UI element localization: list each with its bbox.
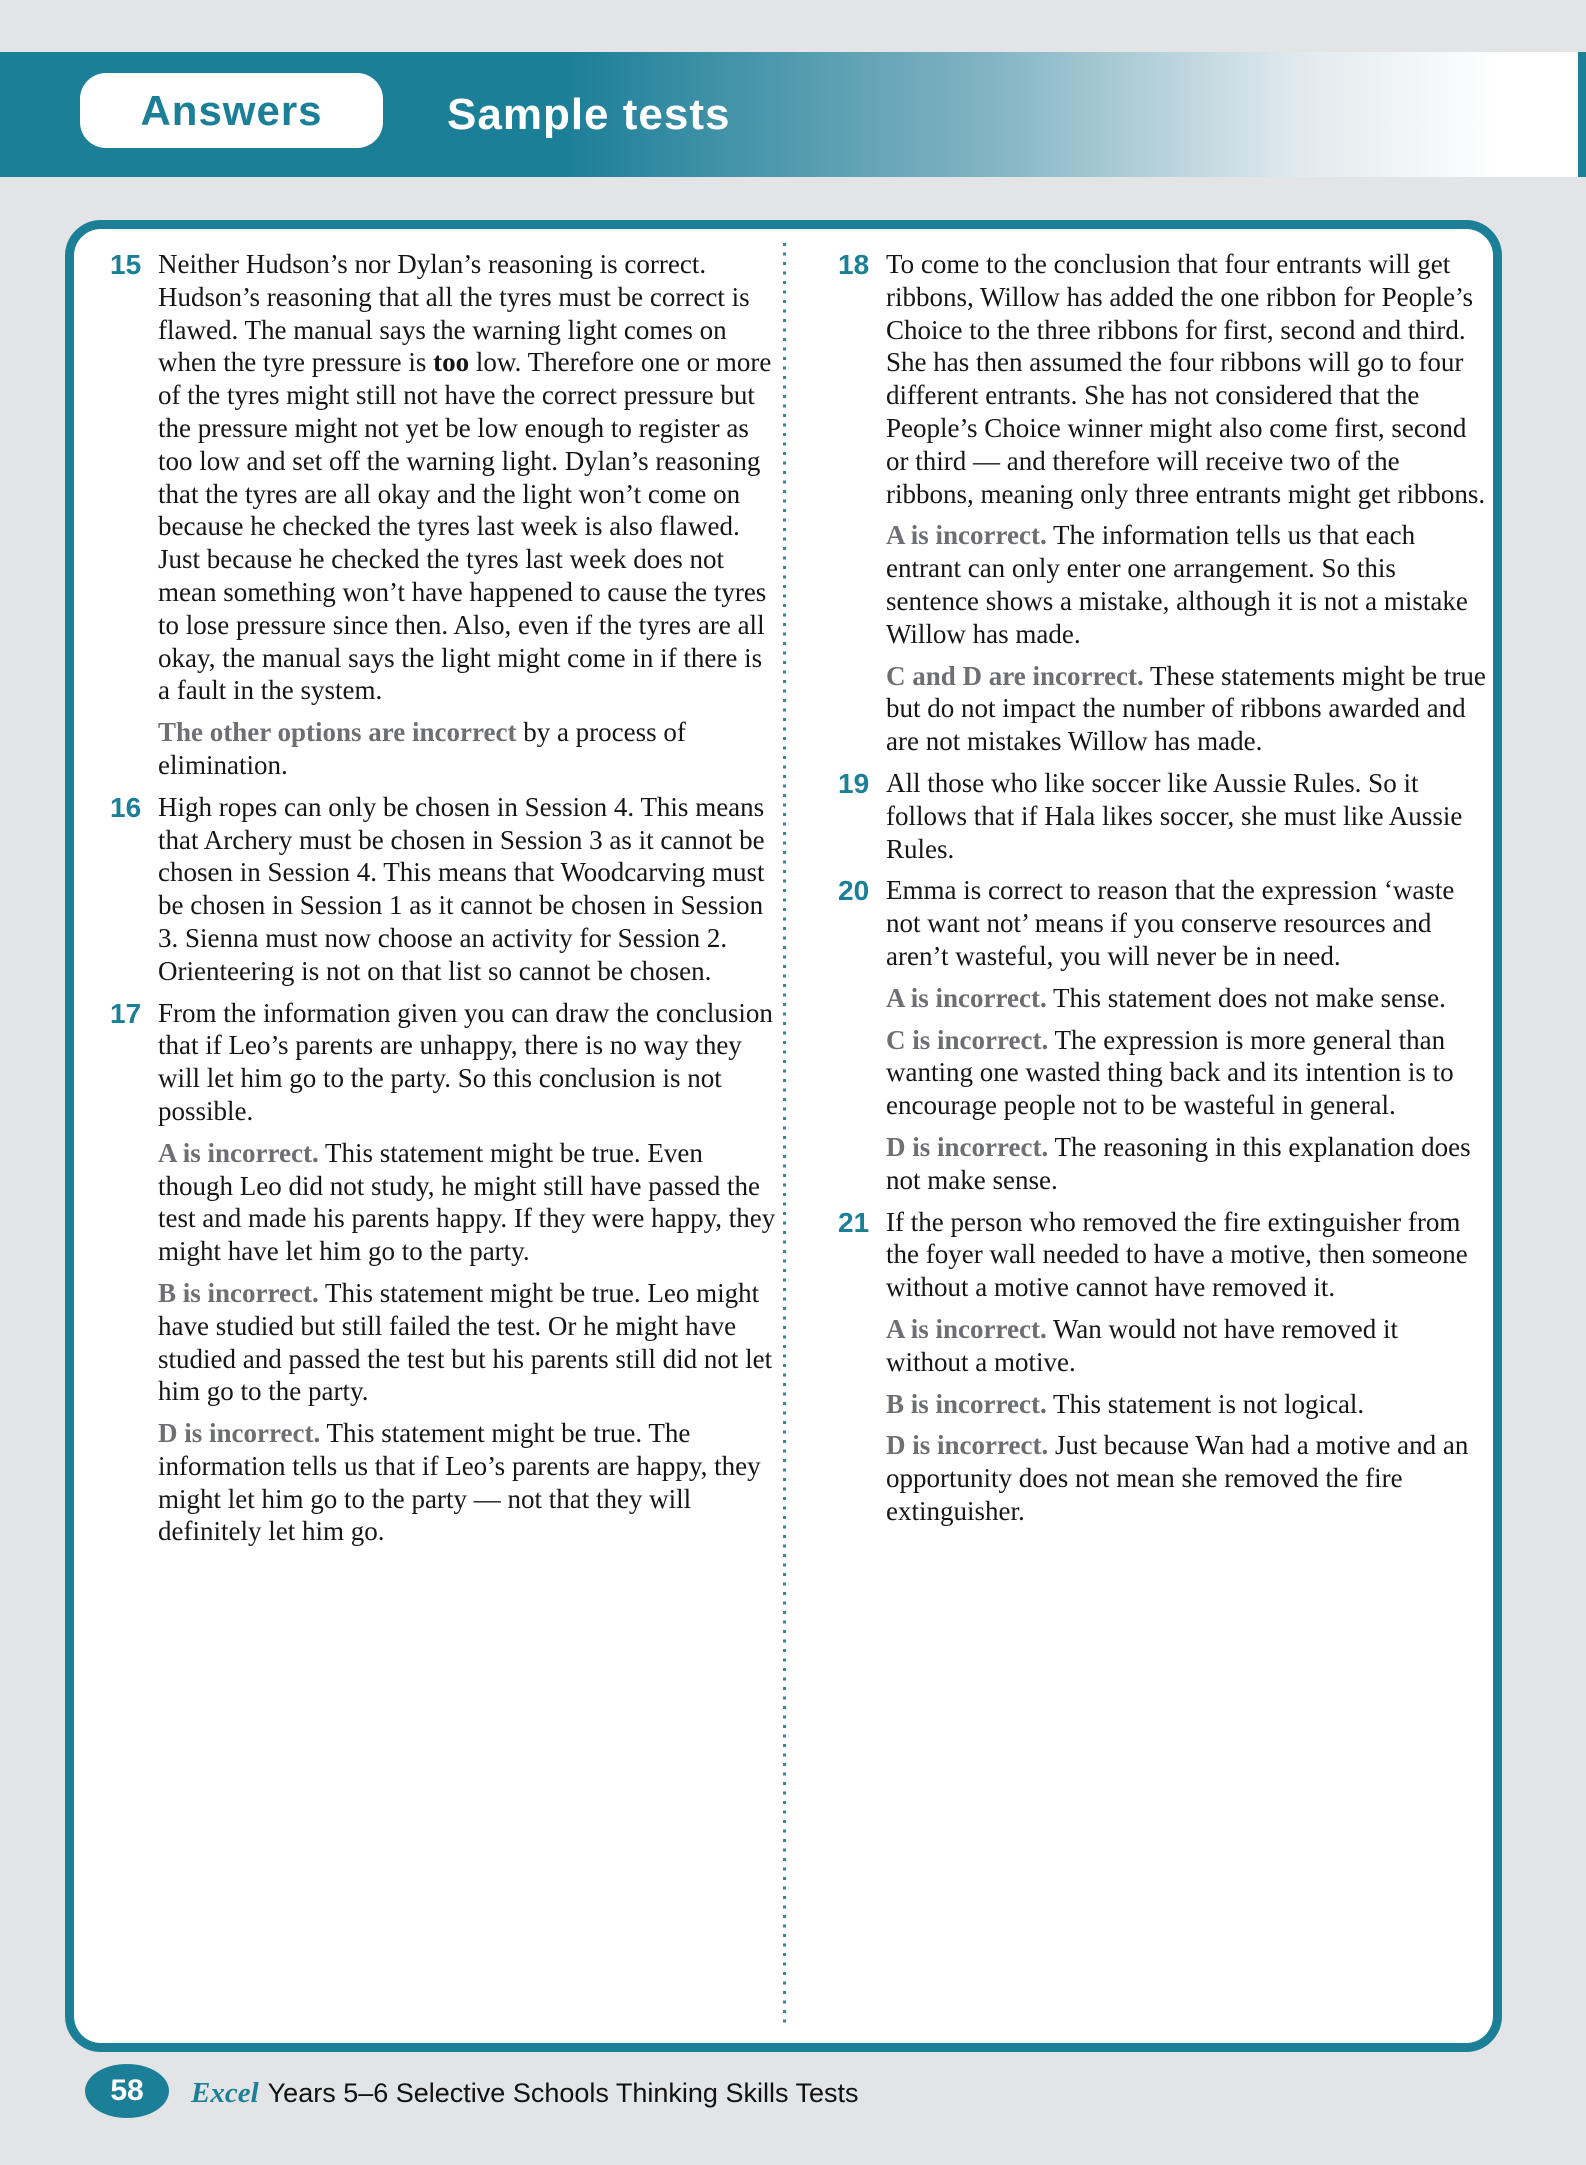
answers-badge-label: Answers: [140, 86, 323, 134]
footer: [191, 2077, 858, 2110]
answer-number: 18: [838, 249, 870, 280]
answer-number: 17: [110, 997, 142, 1029]
answer-paragraph: A is incorrect. This statement does not make sense.: [886, 982, 1446, 1013]
answer-paragraph: The other options are incorrect by a process of elimination.: [158, 717, 686, 780]
answer-paragraph: C and D are incorrect. These statements might be true but do not impact the number of ribbons awarded and are not mistakes Willow has made.: [886, 660, 1486, 757]
answer-paragraph: Emma is correct to reason that the expression ‘waste not want not’ means if you conserve resources and aren’t wasteful, you will never be in need.: [886, 875, 1455, 971]
answer-text: [886, 874, 1486, 1196]
answer-paragraph: A is incorrect. The information tells us that each entrant can only enter one arrangement. So this sentence shows a mistake, although it is not a mistake Willow has made.: [886, 520, 1468, 649]
footer-brand: Excel: [191, 2077, 259, 2109]
answer-paragraph: A is incorrect. Wan would not have removed it without a motive.: [886, 1313, 1398, 1377]
answer-number: 16: [110, 791, 142, 823]
answer-text: [158, 791, 778, 988]
answer-item: [838, 767, 1486, 865]
page-number-badge: 58: [85, 2064, 169, 2118]
answer-item: [110, 997, 778, 1549]
answer-item: [838, 248, 1486, 758]
answer-text: [158, 248, 778, 782]
answer-paragraph: B is incorrect. This statement might be true. Leo might have studied but still failed the test. Or he might have studied and passed the test but his parents still did not let him go to the party.: [158, 1277, 773, 1407]
answer-paragraph: All those who like soccer like Aussie Rules. So it follows that if Hala likes soccer, she must like Aussie Rules.: [886, 767, 1463, 864]
answer-number: 19: [838, 767, 870, 799]
column-left: [110, 248, 778, 1557]
answer-text: [886, 1206, 1486, 1528]
answer-paragraph: To come to the conclusion that four entrants will get ribbons, Willow has added the one ribbon for People’s Choice to the three ribbons for first, second and third. She has then assumed the four ribbons will go to four different entrants. She has not considered that the People’s Choice winner might also come first, second or third — and therefore will receive two of the ribbons, meaning only three entrants might get ribbons.: [886, 249, 1486, 509]
answer-number: 15: [110, 249, 142, 280]
answer-paragraph: D is incorrect. This statement might be true. The information tells us that if Leo’s parents are happy, they might let him go to the party — not that they will definitely let him go.: [158, 1418, 761, 1547]
answer-text: [886, 767, 1486, 865]
answer-item: [110, 248, 778, 782]
answer-paragraph: A is incorrect. This statement might be true. Even though Leo did not study, he might still have passed the test and made his parents happy. If they were happy, they might have let him go to the party.: [158, 1137, 776, 1267]
column-right: [838, 248, 1486, 1537]
answer-item: [838, 874, 1486, 1196]
answer-paragraph: Neither Hudson’s nor Dylan’s reasoning is correct. Hudson’s reasoning that all the tyres must be correct is flawed. The manual says the warning light comes on when the tyre pressure is too low. Therefore one or more of the tyres might still not have the correct pressure but the pressure might not yet be low enough to register as too low and set off the warning light. Dylan’s reasoning that the tyres are all okay and the light won’t come on because he checked the tyres last week is also flawed. Just because he checked the tyres last week does not mean something won’t have happened to cause the tyres to lose pressure since then. Also, even if the tyres are all okay, the manual says the light might come in if there is a fault in the system.: [158, 249, 772, 706]
answer-number: 21: [838, 1206, 870, 1238]
answer-paragraph: High ropes can only be chosen in Session 4. This means that Archery must be chosen in Session 3 as it cannot be chosen in Session 4. This means that Woodcarving must be chosen in Session 1 as it cannot be chosen in Session 3. Sienna must now choose an activity for Session 2. Orienteering is not on that list so cannot be chosen.: [158, 791, 765, 986]
answer-paragraph: C is incorrect. The expression is more general than wanting one wasted thing back and its intention is to encourage people not to be wasteful in general.: [886, 1024, 1454, 1121]
answer-paragraph: D is incorrect. The reasoning in this explanation does not make sense.: [886, 1131, 1471, 1195]
answer-paragraph: From the information given you can draw the conclusion that if Leo’s parents are unhappy, there is no way they will let him go to the party. So this conclusion is not possible.: [158, 997, 773, 1126]
answer-text: [886, 248, 1486, 758]
answer-paragraph: If the person who removed the fire extinguisher from the foyer wall needed to have a motive, then someone without a motive cannot have removed it.: [886, 1206, 1468, 1303]
page-title: Sample tests: [447, 89, 731, 139]
footer-series-title: Years 5–6 Selective Schools Thinking Skills Tests: [267, 2078, 859, 2108]
column-divider: [783, 243, 786, 2029]
answers-badge: [80, 73, 383, 148]
header-band-edge-strip: [1578, 52, 1586, 177]
answer-number: 20: [838, 875, 870, 907]
answer-paragraph: D is incorrect. Just because Wan had a motive and an opportunity does not mean she removed the fire extinguisher.: [886, 1430, 1469, 1526]
answer-item: [110, 791, 778, 988]
answer-paragraph: B is incorrect. This statement is not logical.: [886, 1388, 1365, 1419]
answer-item: [838, 1206, 1486, 1528]
answers-panel: [65, 220, 1502, 2052]
answer-text: [158, 997, 778, 1549]
